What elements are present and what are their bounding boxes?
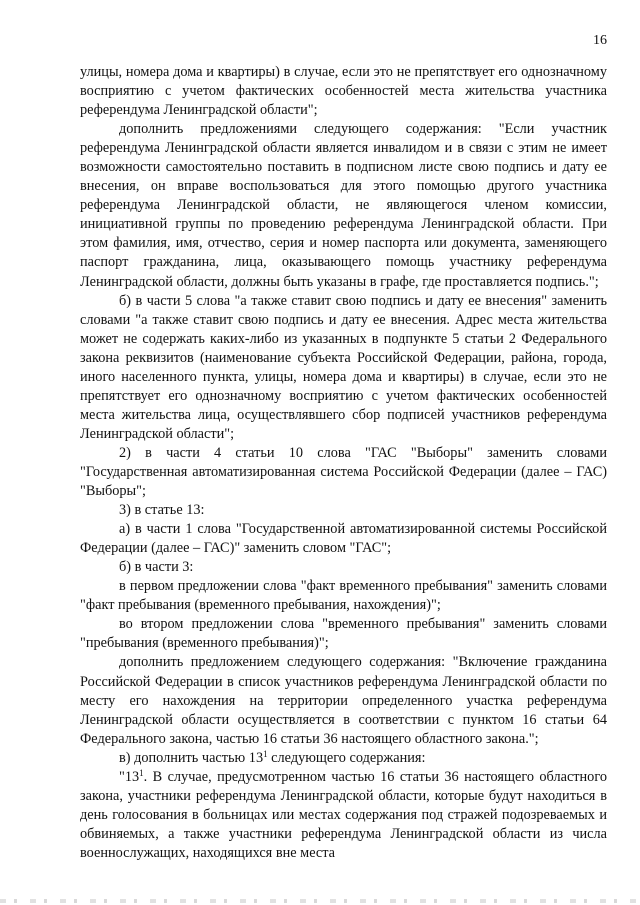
paragraph-first-sentence: в первом предложении слова "факт временного пребывания" заменить словами "факт пребывания (временного пребывания, нахождения)";: [80, 578, 607, 614]
document-body: [80, 63, 607, 863]
paragraph-item-v-text: в) дополнить частью 13: [119, 749, 264, 766]
superscript-index: 1: [139, 767, 144, 778]
paragraph-part-13-1: [80, 768, 607, 863]
paragraph-second-sentence: во втором предложении слова "временного пребывания" заменить словами "пребывания (временного пребывания)";: [80, 616, 607, 652]
paragraph-part-13-1-start: "13: [119, 768, 140, 785]
paragraph-item-v-text-end: следующего содержания:: [267, 749, 426, 766]
paragraph-part-13-1-text: . В случае, предусмотренном частью 16 статьи 36 настоящего областного закона, участники референдума Ленинградской области, которые будут находиться в день голосования в больницах или местах содержания под стражей подозреваемых и обвиняемых, а также участники референдума Ленинградской области из числа военнослужащих, находящихся вне места: [80, 768, 607, 861]
superscript-index: 1: [263, 748, 268, 759]
scan-artifact-strip: [0, 899, 640, 903]
paragraph-item-b-part-3: б) в части 3:: [119, 559, 194, 576]
paragraph-add-sentences: дополнить предложениями следующего содержания: "Если участник референдума Ленинградской области является инвалидом и в связи с этим не имеет возможности самостоятельно поставить в подписном листе свою подпись и дату ее внесения, он вправе воспользоваться для этого помощью другого участника референдума Ленинградской области, не являющегося членом комиссии, инициативной группы по проведению референдума Ленинградской области. При этом фамилия, имя, отчество, серия и номер паспорта или документа, заменяющего паспорт гражданина, лица, оказывающего помощь участнику референдума Ленинградской области, должны быть указаны в графе, где проставляется подпись.";: [80, 121, 607, 290]
page-number: 16: [593, 33, 607, 48]
paragraph-item-b-part-5: б) в части 5 слова "а также ставит свою подпись и дату ее внесения" заменить словами "а также ставит свою подпись и дату ее внесения. Адрес места жительства может не содержать каких-либо из указанных в подпункте 5 статьи 2 Федерального закона реквизитов (наименование субъекта Российской Федерации, района, города, иного населенного пункта, улицы, номера дома и квартиры) в случае, если это не препятствует его однозначному восприятию с учетом фактических особенностей места жительства лица, осуществлявшего сбор подписей участников референдума Ленинградской области";: [80, 292, 607, 442]
paragraph-item-a: а) в части 1 слова "Государственной автоматизированной системы Российской Федерации (далее – ГАС)" заменить словом "ГАС";: [80, 521, 607, 557]
paragraph-item-3: 3) в статье 13:: [119, 502, 205, 519]
paragraph-continuation: улицы, номера дома и квартиры) в случае, если это не препятствует его однозначному восприятию с учетом фактических особенностей места жительства участника референдума Ленинградской области";: [80, 64, 607, 119]
paragraph-item-2: 2) в части 4 статьи 10 слова "ГАС "Выборы" заменить словами "Государственная автоматизированная система Российской Федерации (далее – ГАС) "Выборы";: [80, 444, 607, 500]
paragraph-add-sentence: дополнить предложением следующего содержания: "Включение гражданина Российской Федерации в список участников референдума Ленинградской области по месту его нахождения на территории определенного участка референдума Ленинградской области осуществляется в соответствии с пунктом 16 статьи 64 Федерального закона, частью 16 статьи 36 настоящего областного закона.";: [80, 654, 607, 747]
paragraph-item-v: [80, 749, 607, 768]
